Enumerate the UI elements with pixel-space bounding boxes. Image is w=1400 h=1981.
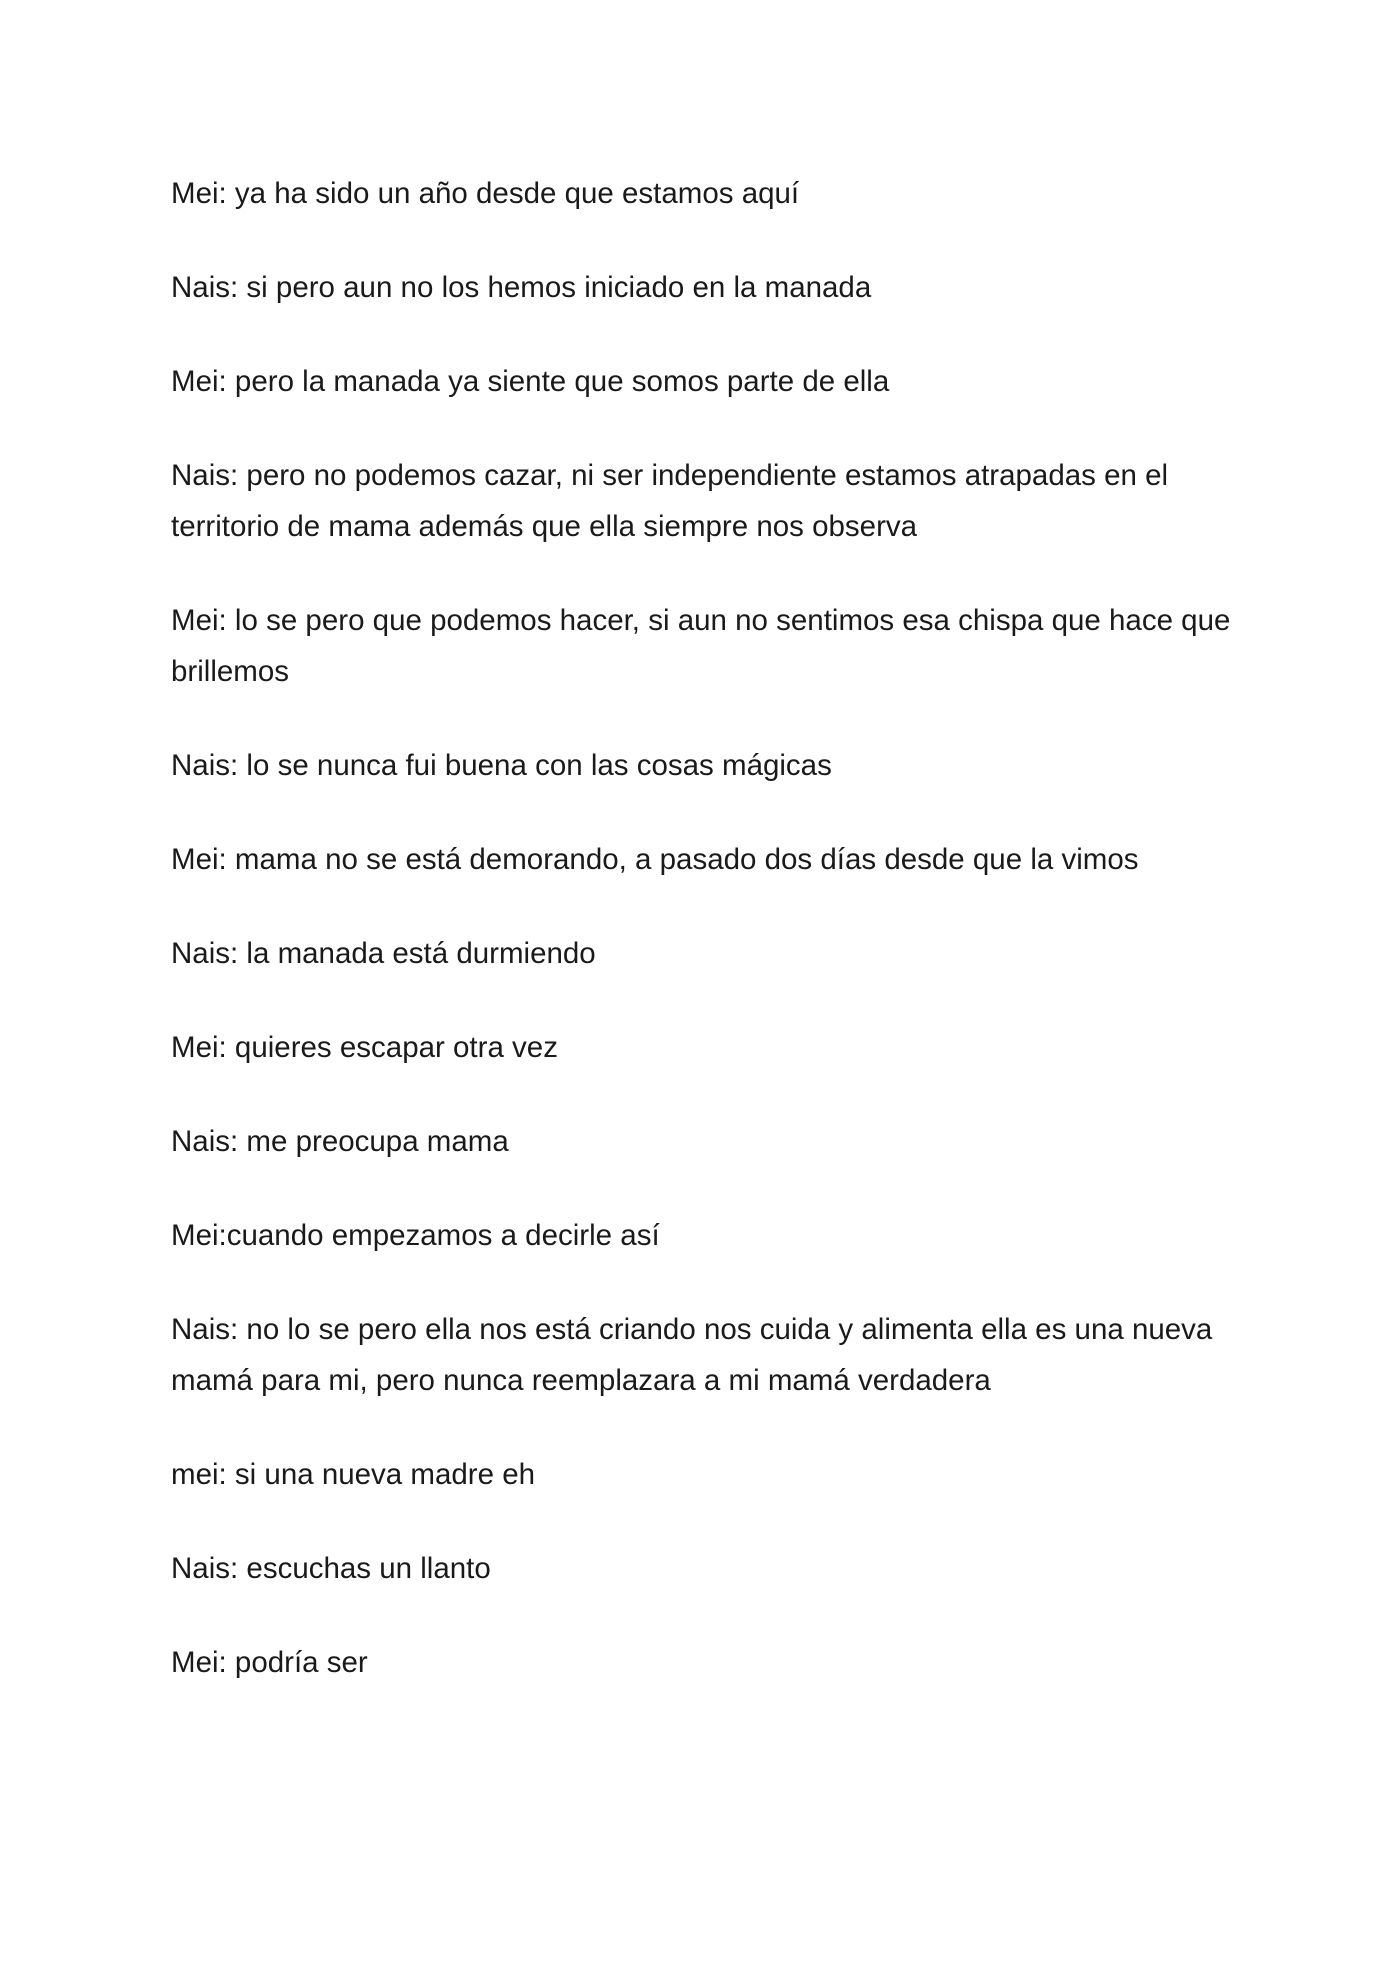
dialogue-line: Nais: pero no podemos cazar, ni ser independiente estamos atrapadas en el territorio de mama además que ella siempre nos observa <box>171 459 1169 543</box>
dialogue-line: Mei:cuando empezamos a decirle así <box>171 1219 660 1252</box>
dialogue-line: Mei: mama no se está demorando, a pasado dos días desde que la vimos <box>171 843 1139 876</box>
dialogue-line: Nais: si pero aun no los hemos iniciado en la manada <box>171 271 872 304</box>
dialogue-line: Mei: ya ha sido un año desde que estamos aquí <box>171 177 800 210</box>
dialogue-line: Nais: lo se nunca fui buena con las cosas mágicas <box>171 749 832 782</box>
dialogue-line: Nais: la manada está durmiendo <box>171 937 596 970</box>
dialogue-line: Nais: me preocupa mama <box>171 1125 509 1158</box>
dialogue-line: Mei: pero la manada ya siente que somos parte de ella <box>171 365 890 398</box>
document-body <box>171 168 1251 1731</box>
dialogue-line: Nais: no lo se pero ella nos está criando nos cuida y alimenta ella es una nueva mamá para mi, pero nunca reemplazara a mi mamá verdadera <box>171 1313 1213 1397</box>
dialogue-line: mei: si una nueva madre eh <box>171 1458 536 1491</box>
dialogue-line: Nais: escuchas un llanto <box>171 1552 491 1585</box>
dialogue-line: Mei: podría ser <box>171 1646 368 1679</box>
dialogue-line: Mei: lo se pero que podemos hacer, si aun no sentimos esa chispa que hace que brillemos <box>171 604 1231 688</box>
dialogue-line: Mei: quieres escapar otra vez <box>171 1031 558 1064</box>
